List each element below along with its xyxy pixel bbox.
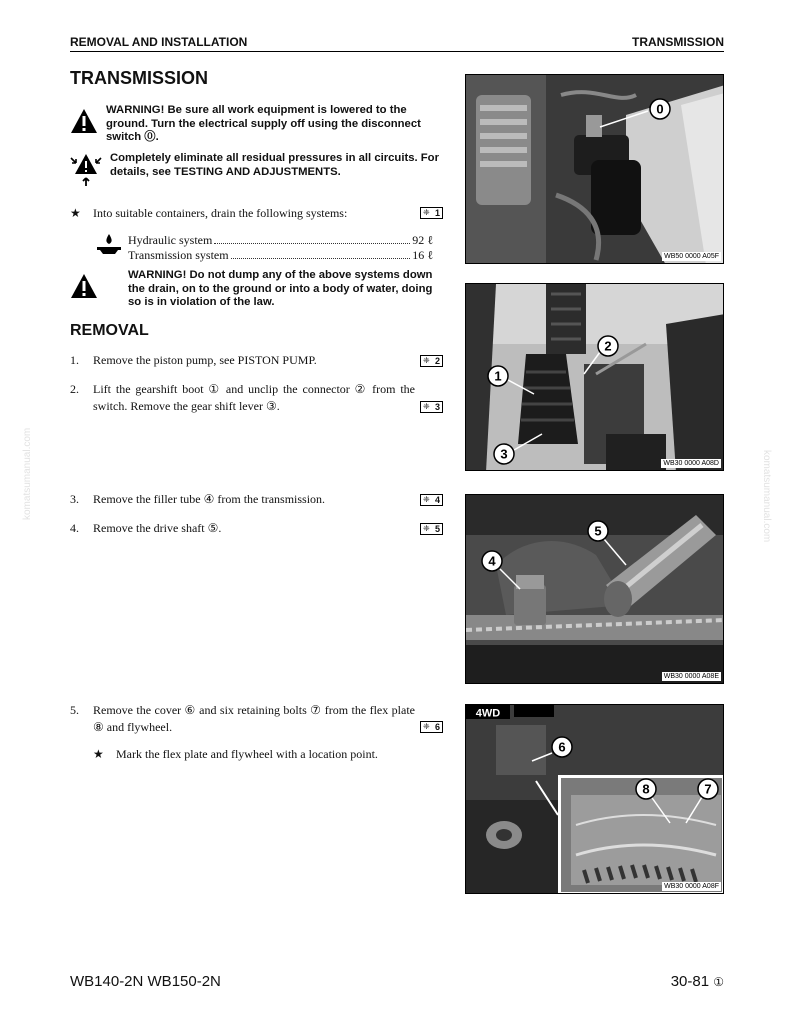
revision-mark: ① [713,975,724,989]
photo-caption: WB30 0000 A08E [663,673,719,680]
fluid-drain-icon [94,232,124,256]
watermark-left: komatsumanual.com [22,427,33,520]
warning-text: Completely eliminate all residual pressures in all circuits. For details, see TESTING AND ADJUSTMENTS. [110,152,439,178]
step-number: 2. [70,382,79,396]
warning-disposal [70,269,445,311]
filler-driveshaft-photo [466,495,724,684]
page-header [70,34,724,52]
step-text: Lift the gearshift boot ① and unclip the connector ② from the switch. Remove the gear shift lever ③. [93,382,415,413]
footer-page [671,973,724,990]
step-5 [70,702,445,738]
page-title: TRANSMISSION [70,68,209,88]
step-text: Remove the filler tube ④ from the transmission. [93,492,326,506]
step-text: Remove the cover ⑥ and six retaining bolts ⑦ from the flex plate ⑧ and flywheel. [93,703,415,734]
photo-gearshift [465,283,724,471]
callout-8: 8 [642,781,650,797]
capacity-value: 16 ℓ [412,248,433,262]
disconnect-switch-photo [466,75,724,264]
capacity-label: Hydraulic system [128,233,213,247]
drain-capacities [128,233,433,263]
warning-triangle-icon [70,108,98,134]
gearshift-photo [466,284,724,471]
step-number: 1. [70,353,79,367]
capacity-label: Transmission system [128,248,229,262]
photo-disconnect-switch [465,74,724,264]
note-text: Mark the flex plate and flywheel with a location point. [116,747,378,761]
capacity-value: 92 ℓ [412,233,433,247]
step-3 [70,491,445,509]
figure-ref: ❈ 2 [420,355,443,367]
photo-caption: WB30 0000 A08F [664,883,719,890]
photo-caption: WB50 0000 A05F [664,253,719,260]
figure-ref: ❈ 5 [420,523,443,535]
warning-text: WARNING! Be sure all work equipment is lowered to the ground. Turn the electrical supply off using the disconnect switch ⓪. [106,104,421,143]
callout-2: 2 [604,338,612,354]
step-number: 4. [70,521,79,535]
header-chapter: TRANSMISSION [631,35,724,49]
figure-ref: ❈ 4 [420,494,443,506]
drive-badge: 4WD [475,707,501,720]
photo-flex-plate [465,704,724,894]
step-2 [70,381,445,417]
photo-filler-driveshaft [465,494,724,684]
callout-5: 5 [594,523,602,539]
figure-ref: ❈ 1 [420,207,443,219]
star-bullet: ★ [70,206,81,220]
step-text: Remove the piston pump, see PISTON PUMP. [93,353,317,367]
warning-triangle-icon [70,273,98,299]
figure-ref: ❈ 3 [420,401,443,413]
step-5-note [70,746,445,764]
callout-3: 3 [500,446,508,462]
step-text: Remove the drive shaft ⑤. [93,521,222,535]
step-number: 5. [70,703,79,717]
capacity-row-transmission [128,248,433,263]
drain-instruction [70,205,445,223]
callout-7: 7 [704,781,712,797]
flex-plate-photo [466,705,724,894]
step-number: 3. [70,492,79,506]
capacity-row-hydraulic [128,233,433,248]
star-bullet: ★ [93,747,104,761]
callout-4: 4 [488,553,496,569]
step-1 [70,352,445,370]
footer-models: WB140-2N WB150-2N [70,973,221,990]
warning-text: WARNING! Do not dump any of the above systems down the drain, on to the ground or into a body of water, doing so is in violation of the law. [128,269,433,308]
watermark-right: komatsumanual.com [761,450,772,543]
section-heading-removal: REMOVAL [70,322,149,339]
step-4 [70,520,445,538]
callout-1: 1 [494,368,502,384]
photo-caption: WB30 0000 A08D [663,460,719,467]
drain-intro: Into suitable containers, drain the following systems: [93,206,348,220]
page-number: 30-81 [670,973,710,990]
warning-pressure [70,152,445,192]
pressure-warning-icon [70,152,102,188]
warning-electrical [70,104,445,146]
callout-6: 6 [558,739,566,755]
callout-0: 0 [656,101,664,117]
header-section: REMOVAL AND INSTALLATION [70,35,248,49]
figure-ref: ❈ 6 [420,721,443,733]
